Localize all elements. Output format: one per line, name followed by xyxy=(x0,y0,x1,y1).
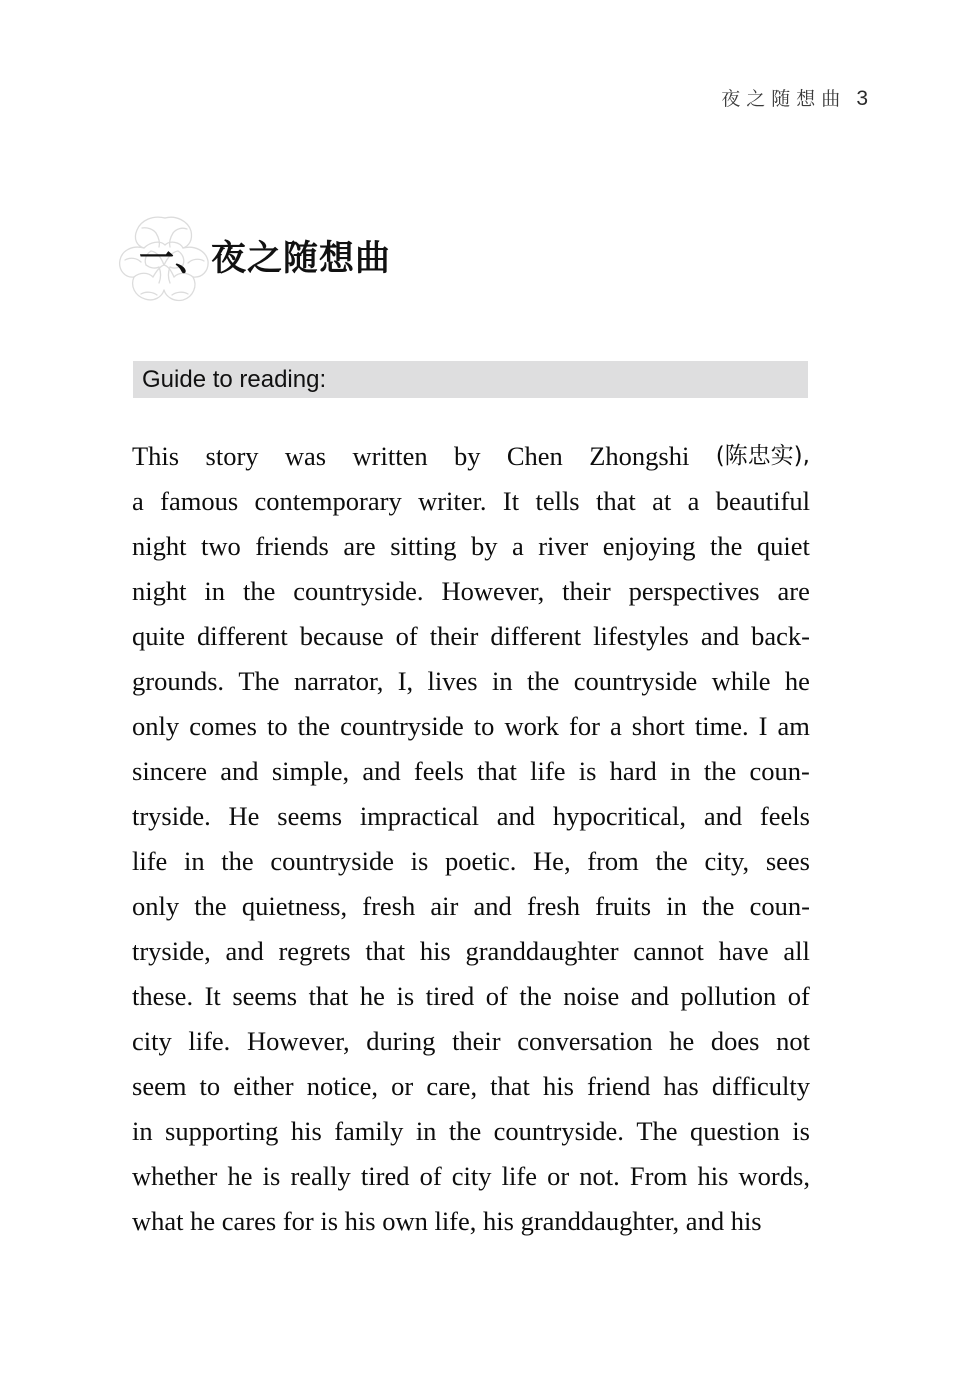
body-paragraph xyxy=(132,434,810,1244)
chapter-title: 一、夜之随想曲 xyxy=(139,239,392,279)
body-line: only the quietness, fresh air and fresh fruits in the coun- xyxy=(132,891,810,921)
body-line: in supporting his family in the countryside. The question is xyxy=(132,1116,810,1146)
body-line: tryside. He seems impractical and hypocritical, and feels xyxy=(132,801,810,831)
guide-to-reading-label: Guide to reading: xyxy=(142,366,327,393)
body-line: what he cares for is his own life, his granddaughter, and his xyxy=(132,1206,762,1236)
running-head-title: 夜之随想曲 xyxy=(721,88,847,110)
body-line: tryside, and regrets that his granddaughter cannot have all xyxy=(132,936,810,966)
body-line: quite different because of their different lifestyles and back- xyxy=(132,621,810,651)
page-number: 3 xyxy=(856,87,868,110)
body-line: only comes to the countryside to work for a short time. I am xyxy=(132,711,810,741)
body-line: night in the countryside. However, their perspectives are xyxy=(132,576,810,606)
body-line: seem to either notice, or care, that his friend has difficulty xyxy=(132,1071,810,1101)
body-line: grounds. The narrator, I, lives in the countryside while he xyxy=(132,666,810,696)
body-line: This story was written by Chen Zhongshi (陈忠实), xyxy=(132,441,810,471)
body-line: night two friends are sitting by a river enjoying the quiet xyxy=(132,531,810,561)
running-head xyxy=(0,84,868,111)
body-line: a famous contemporary writer. It tells that at a beautiful xyxy=(132,486,810,516)
body-line: sincere and simple, and feels that life is hard in the coun- xyxy=(132,756,810,786)
chapter-heading-block xyxy=(113,212,813,312)
body-line: these. It seems that he is tired of the noise and pollution of xyxy=(132,981,810,1011)
body-line: whether he is really tired of city life or not. From his words, xyxy=(132,1161,810,1191)
body-line: city life. However, during their conversation he does not xyxy=(132,1026,810,1056)
guide-to-reading-band xyxy=(133,361,808,398)
body-line: life in the countryside is poetic. He, from the city, sees xyxy=(132,846,810,876)
